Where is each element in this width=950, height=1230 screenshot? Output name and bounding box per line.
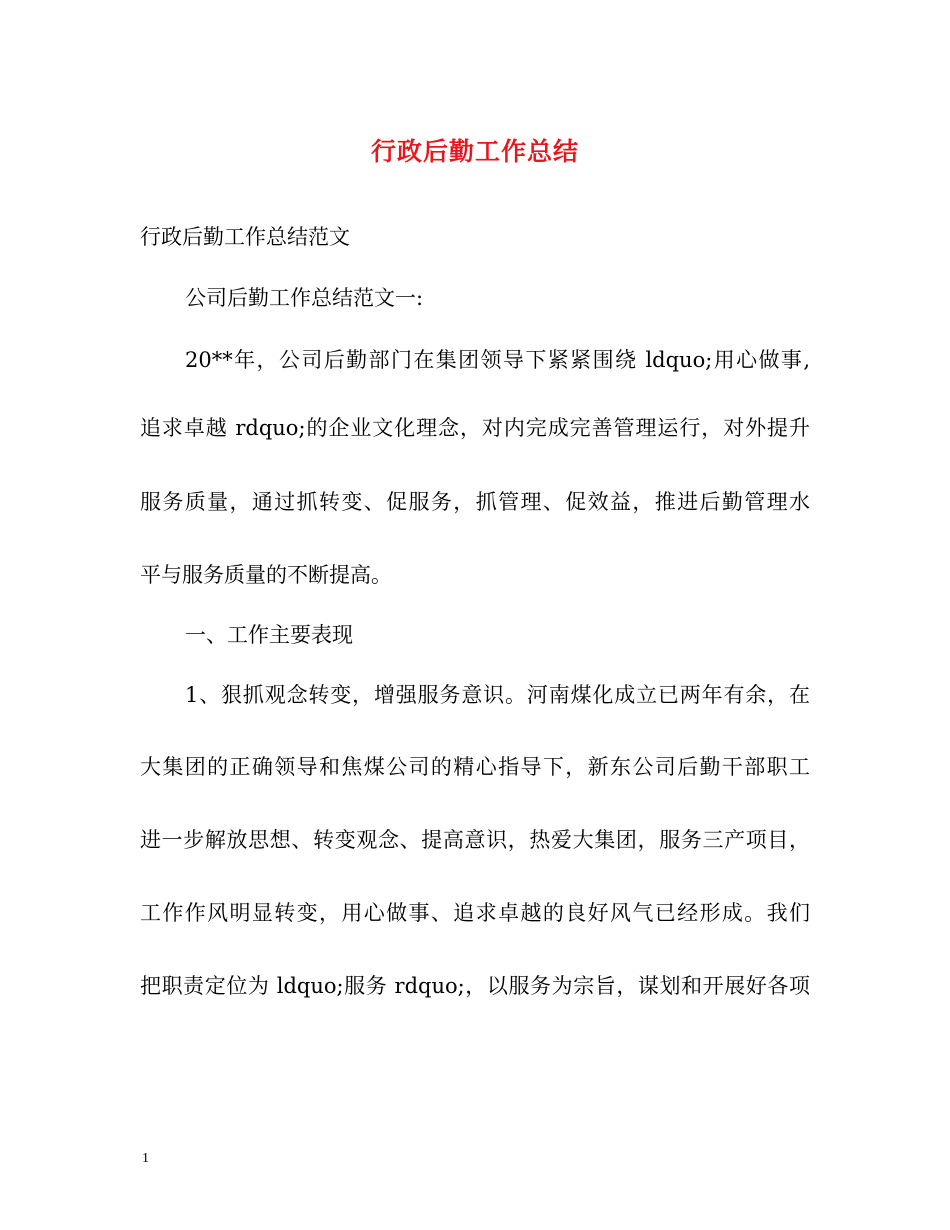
paragraph-line: 大集团的正确领导和焦煤公司的精心指导下，新东公司后勤干部职工 <box>140 755 810 779</box>
paragraph-line: 1、狠抓观念转变，增强服务意识。河南煤化成立已两年有余，在 <box>185 683 810 707</box>
section-heading: 一、工作主要表现 <box>185 623 353 647</box>
document-title: 行政后勤工作总结 <box>370 137 579 166</box>
subtitle-line: 行政后勤工作总结范文 <box>140 225 350 249</box>
paragraph-line: 工作作风明显转变，用心做事、追求卓越的良好风气已经形成。我们 <box>140 901 810 925</box>
paragraph-line: 20**年，公司后勤部门在集团领导下紧紧围绕 ldquo;用心做事, <box>185 348 810 372</box>
paragraph-line: 公司后勤工作总结范文一: <box>185 286 424 310</box>
paragraph-line: 追求卓越 rdquo;的企业文化理念，对内完成完善管理运行，对外提升 <box>140 416 810 440</box>
paragraph-line: 平与服务质量的不断提高。 <box>140 563 392 587</box>
paragraph-line: 服务质量，通过抓转变、促服务，抓管理、促效益，推进后勤管理水 <box>140 490 810 514</box>
page-number: 1 <box>142 1151 149 1166</box>
paragraph-line: 进一步解放思想、转变观念、提高意识，热爱大集团，服务三产项目， <box>140 828 810 852</box>
paragraph-line: 把职责定位为 ldquo;服务 rdquo;，以服务为宗旨，谋划和开展好各项 <box>140 974 810 998</box>
